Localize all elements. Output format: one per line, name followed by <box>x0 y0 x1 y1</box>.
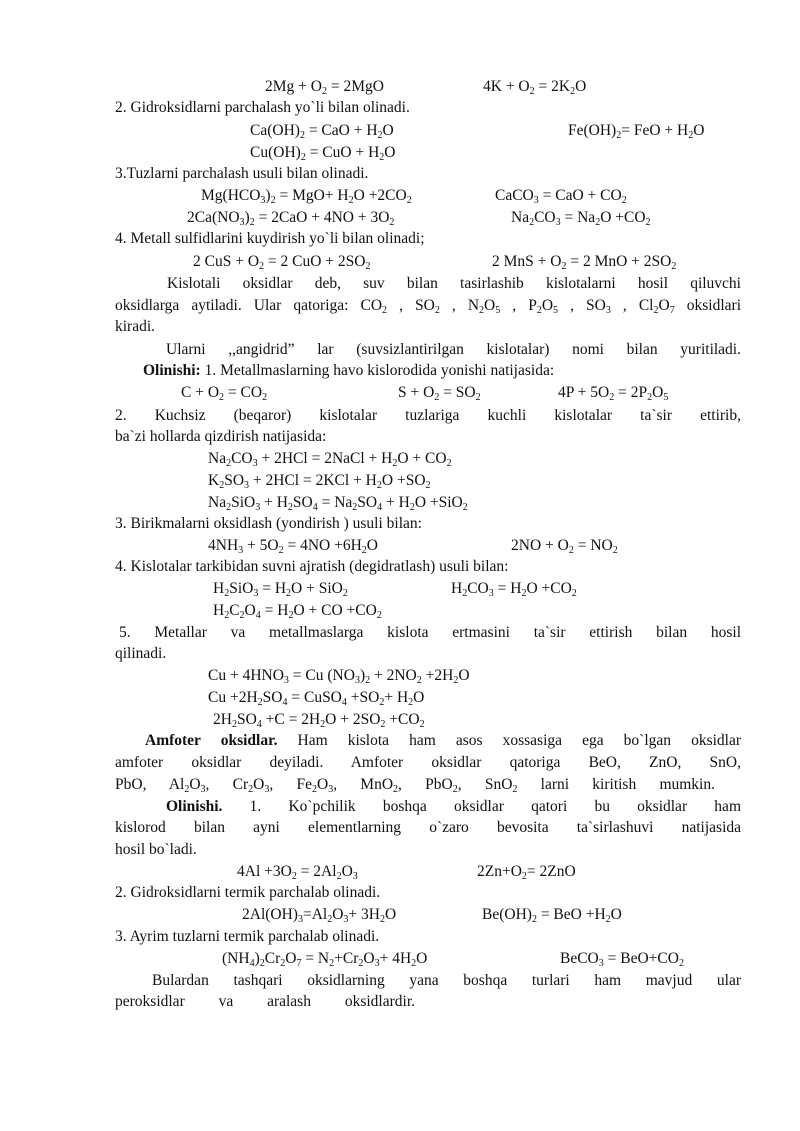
equation-line: 2 MnS + $O_2 = 2$ MnO + $2SO_2$ <box>492 253 677 272</box>
equation-line: $Cu +2H_2SO_4$ = CuSO$_4$ $+SO_2+ H_2O$ <box>208 689 425 708</box>
paragraph-line: amfoter oksidlar deyiladi. Amfoter oksidlar qatoriga BeO, ZnO, SnO, <box>115 754 741 771</box>
text-line: Olinishi: 1. Metallmaslarning havo kislorodida yonishi natijasida: <box>143 362 555 379</box>
equation-line: $4Al +3O_2 = 2Al_2O_3$ <box>237 863 358 882</box>
text-line: 3. Birikmalarni oksidlash (yondirish ) usuli bilan: <box>115 515 422 532</box>
equation-line: $4K + O_2 = 2K_2O$ <box>483 78 587 97</box>
equation-line: $Na_2CO_3 = Na_2O +CO_2$ <box>511 209 651 228</box>
equation-line: $H_2C_2O_4 = H_2O$ + CO $+CO_2$ <box>213 602 382 621</box>
text-line: 3. Ayrim tuzlarni termik parchalab olinadi. <box>115 928 380 945</box>
equation-line: $2Ca(NO_3)_2 = 2CaO + 4NO + 3O_2$ <box>187 209 395 228</box>
paragraph-line: oksidlarga aytiladi. Ular qatoriga: $CO_2$ , $SO_2$ , $N_2O_5$ , $P_2O_5$ , $SO_3$ , $Cl_2O_7$ oksidlari <box>115 297 741 316</box>
equation-line: $Cu + 4HNO_3 = Cu$ $(NO_3)_2 + 2NO_2 +2H_2O$ <box>208 667 470 686</box>
equation-line: 2 CuS + $O_2 = 2$ CuO + $2SO_2$ <box>193 253 371 272</box>
equation-line: $K_2SO_3 + 2HCl = 2KCl + H_2O +SO_2$ <box>208 472 431 491</box>
equation-line: $Mg(HCO_3)_2 = MgO+ H_2O +2CO_2$ <box>201 187 412 206</box>
paragraph-line: qilinadi. <box>115 645 167 662</box>
text-line: 2. Gidroksidlarni parchalash yo`li bilan olinadi. <box>115 99 410 116</box>
equation-line: $Ca(OH)_2$ = CaO + $H_2O$ <box>250 122 394 141</box>
paragraph-line: kislorod bilan ayni elementlarning o`zaro bevosita ta`sirlashuvi natijasida <box>115 819 741 836</box>
equation-line: $(NH_4)_2Cr_2O_7 = N_2+Cr_2O_3+ 4H_2O$ <box>222 950 428 969</box>
paragraph-line: PbO, $Al_2O_3$, $Cr_2O_3$, $Fe_2O_3$, MnO$_2$, PbO$_2$, SnO$_2$ larni kiritish mumkin. <box>115 776 715 795</box>
section-label: Olinishi: <box>143 362 201 379</box>
paragraph-line: Amfoter oksidlar. Ham kislota ham asos xossasiga ega bo`lgan oksidlar <box>145 732 742 749</box>
paragraph-line: ba`zi hollarda qizdirish natijasida: <box>115 428 327 445</box>
equation-line: $S + O_2 = SO_2$ <box>398 384 481 403</box>
paragraph-line: Olinishi. 1. Ko`pchilik boshqa oksidlar qatori bu oksidlar ham <box>166 798 741 815</box>
equation-line: BeCO$_3$ = $BeO+CO_2$ <box>560 950 684 969</box>
text-line: 3.Tuzlarni parchalash usuli bilan olinadi. <box>115 165 369 182</box>
text-line: 4. Metall sulfidlarini kuydirish yo`li bilan olinadi; <box>115 230 425 247</box>
equation-line: $Cu(OH)_2$ = CuO + $H_2O$ <box>250 144 396 163</box>
paragraph-line: kiradi. <box>115 318 156 335</box>
paragraph-line: Kislotali oksidlar deb, suv bilan tasirlashib kislotalarni hosil qiluvchi <box>167 275 741 292</box>
section-label: Amfoter oksidlar. <box>145 732 278 749</box>
section-label: Olinishi. <box>166 798 223 815</box>
equation-line: $4P + 5O_2 = 2P_2O_5$ <box>558 384 669 403</box>
paragraph-line: Bulardan tashqari oksidlarning yana boshqa turlari ham mavjud ular <box>152 972 741 989</box>
equation-line: $Be(OH)_2$ = BeO $+H_2O$ <box>482 906 622 925</box>
equation-line: $H_2CO_3 = H_2O +CO_2$ <box>451 580 577 599</box>
equation-line: $Na_2SiO_3 + H_2SO_4 = Na_2SO_4 + H_2O +SiO_2$ <box>208 494 468 513</box>
paragraph-line: hosil bo`ladi. <box>115 841 197 858</box>
equation-line: $2Mg + O_2 = 2MgO$ <box>265 78 384 97</box>
text-line: 2. Gidroksidlarni termik parchalab olinadi. <box>115 884 381 901</box>
equation-line: $Fe(OH)_2=$ FeO + $H_2O$ <box>568 122 705 141</box>
equation-line: $2Zn+O_2= 2ZnO$ <box>477 863 576 882</box>
equation-line: $4NH_3 + 5O_2 = 4NO +6H_2O$ <box>208 537 378 556</box>
paragraph-line: 2. Kuchsiz (beqaror) kislotalar tuzlariga kuchli kislotalar ta`sir ettirib, <box>115 407 741 424</box>
equation-line: $2Al(OH)_3=Al_2O_3+ 3H_2O$ <box>242 906 397 925</box>
equation-line: $Na_2CO_3 + 2HCl$ = 2NaCl + $H_2O + CO_2$ <box>208 450 452 469</box>
text-line: 4. Kislotalar tarkibidan suvni ajratish (degidratlash) usuli bilan: <box>115 558 509 575</box>
equation-line: CaCO$_3$ = CaO + $CO_2$ <box>495 187 627 206</box>
equation-line: $C + O_2 = CO_2$ <box>181 384 268 403</box>
equation-line: $H_2SiO_3 = H_2O + SiO_2$ <box>213 580 348 599</box>
equation-line: $2H_2SO_4 +C = 2H_2O + 2SO_2 +CO_2$ <box>213 711 425 730</box>
paragraph-line: 5. Metallar va metallmaslarga kislota ertmasini ta`sir ettirish bilan hosil <box>119 624 741 641</box>
paragraph-line: Ularni ,,angidrid” lar (suvsizlantirilgan kislotalar) nomi bilan yuritiladi. <box>166 341 741 358</box>
equation-line: $2NO + O_2 = NO_2$ <box>511 537 618 556</box>
paragraph-line: peroksidlar va aralash oksidlardir. <box>115 993 415 1010</box>
